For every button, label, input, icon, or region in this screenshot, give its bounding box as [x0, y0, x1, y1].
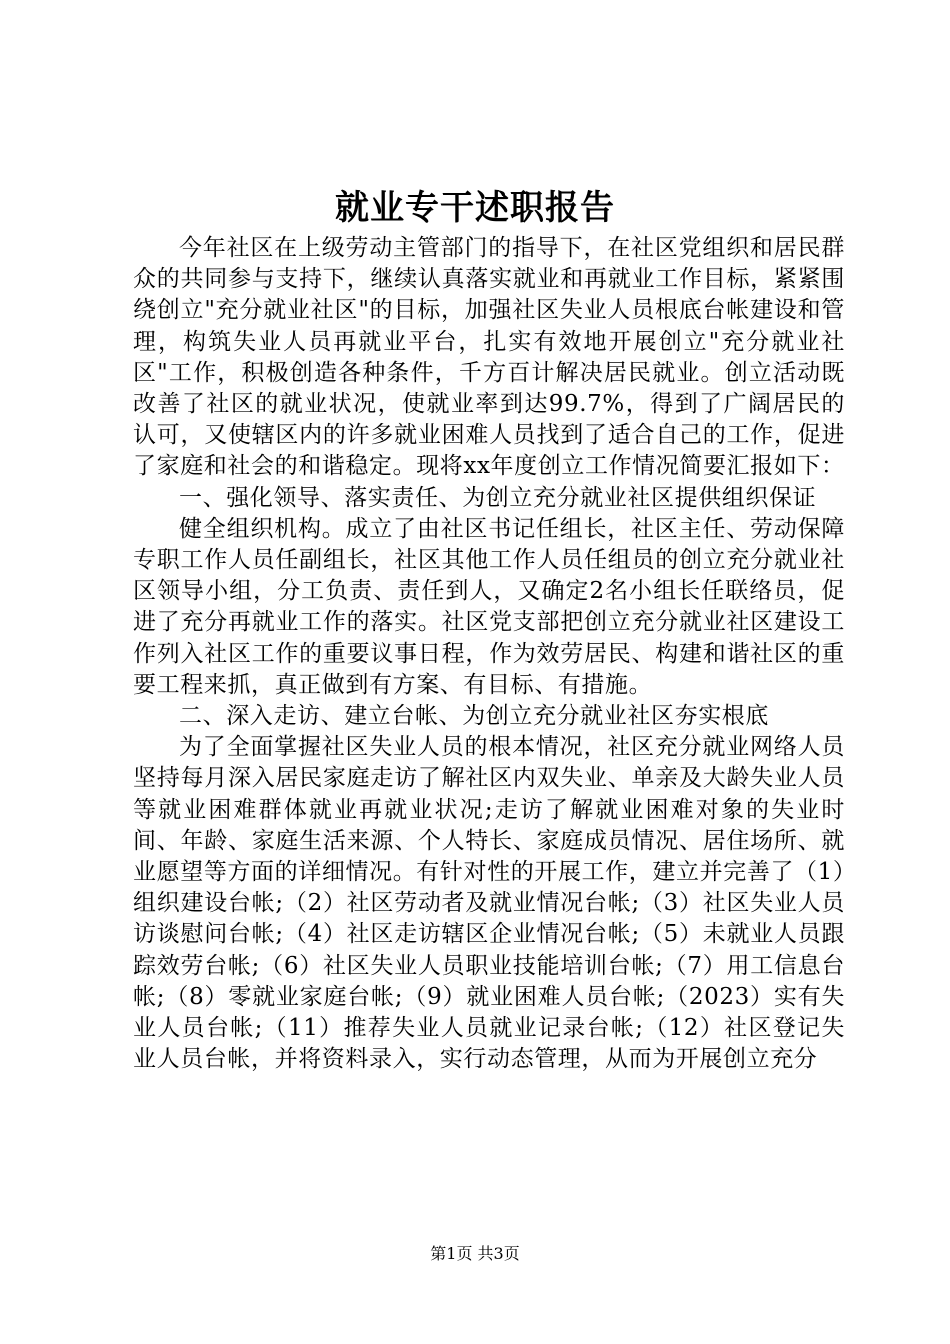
- page-footer: 第1页 共3页: [430, 1244, 520, 1263]
- paragraph-organization: 健全组织机构。成立了由社区书记任组长，社区主任、劳动保障专职工作人员任副组长，社区其他工作人员任组员的创立充分就业社区领导小组，分工负责、责任到人，又确定2名小组长任联络员，促进了充分再就业工作的落实。社区党支部把创立充分就业社区建设工作列入社区工作的重要议事日程，作为效劳居民、构建和谐社区的重要工程来抓，真正做到有方案、有目标、有措施。: [133, 515, 845, 698]
- section-heading-1: 一、强化领导、落实责任、为创立充分就业社区提供组织保证: [179, 484, 817, 511]
- document-title: 就业专干述职报告: [335, 188, 615, 228]
- paragraph-intro: 今年社区在上级劳动主管部门的指导下，在社区党组织和居民群众的共同参与支持下，继续认真落实就业和再就业工作目标，紧紧围绕创立"充分就业社区"的目标，加强社区失业人员根底台帐建设和管理，构筑失业人员再就业平台，扎实有效地开展创立"充分就业社区"工作，积极创造各种条件，千方百计解决居民就业。创立活动既改善了社区的就业状况，使就业率到达99.7%，得到了广阔居民的认可，又使辖区内的许多就业困难人员找到了适合自己的工作，促进了家庭和社会的和谐稳定。现将xx年度创立工作情况简要汇报如下：: [133, 235, 845, 480]
- paragraph-ledgers: 为了全面掌握社区失业人员的根本情况，社区充分就业网络人员坚持每月深入居民家庭走访了解社区内双失业、单亲及大龄失业人员等就业困难群体就业再就业状况;走访了解就业困难对象的失业时间、年龄、家庭生活来源、个人特长、家庭成员情况、居住场所、就业愿望等方面的详细情况。有针对性的开展工作，建立并完善了（1）组织建设台帐;（2）社区劳动者及就业情况台帐;（3）社区失业人员访谈慰问台帐;（4）社区走访辖区企业情况台帐;（5）未就业人员跟踪效劳台帐;（6）社区失业人员职业技能培训台帐;（7）用工信息台帐;（8）零就业家庭台帐;（9）就业困难人员台帐;（2023）实有失业人员台帐;（11）推荐失业人员就业记录台帐;（12）社区登记失业人员台帐，并将资料录入，实行动态管理，从而为开展创立充分: [133, 734, 845, 1073]
- document-body: [133, 233, 845, 1075]
- section-heading-2: 二、深入走访、建立台帐、为创立充分就业社区夯实根底: [179, 703, 769, 730]
